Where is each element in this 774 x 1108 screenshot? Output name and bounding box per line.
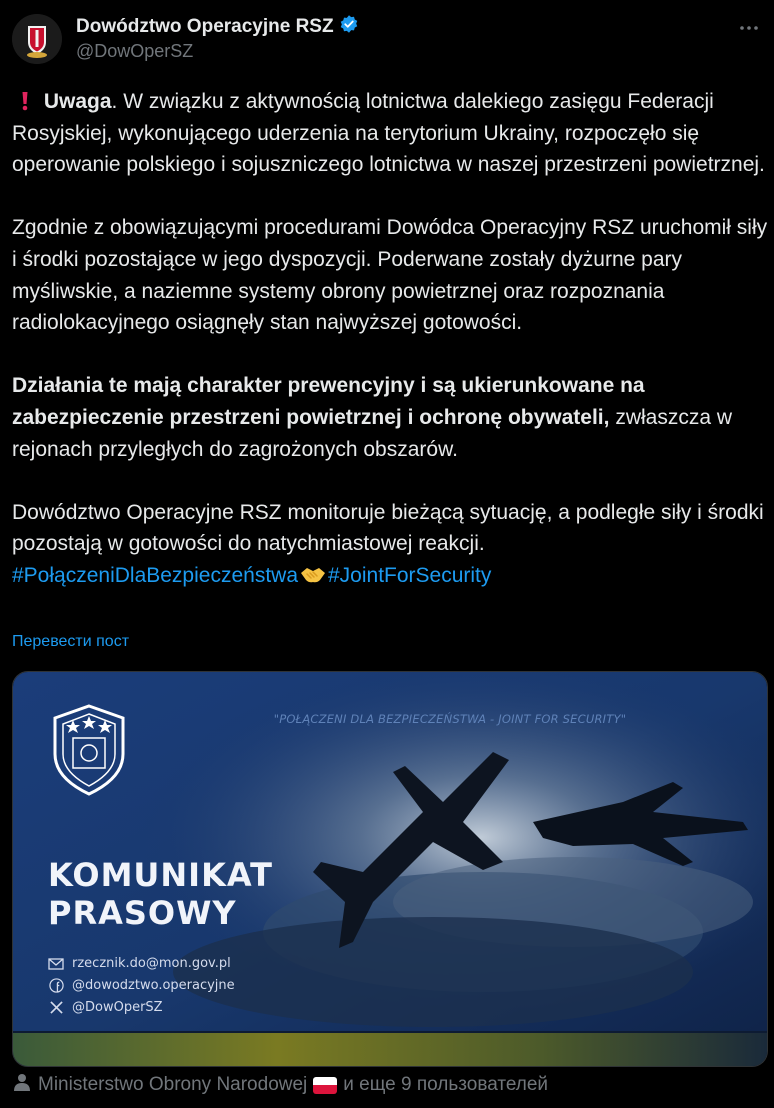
x-logo-icon bbox=[48, 1001, 64, 1015]
media-facebook-text: @dowodztwo.operacyjne bbox=[72, 978, 235, 993]
display-name[interactable]: Dowództwo Operacyjne RSZ bbox=[76, 15, 334, 37]
alert-exclamation-icon bbox=[12, 90, 44, 113]
avatar[interactable] bbox=[12, 14, 62, 64]
tagged-users[interactable] bbox=[12, 1072, 548, 1098]
account-handle[interactable]: @DowOperSZ bbox=[76, 41, 194, 61]
hashtag-link-jointforsecurity[interactable]: #JointForSecurity bbox=[328, 563, 492, 587]
hashtag-link-polaczeni[interactable]: #PołączeniDlaBezpieczeństwa bbox=[12, 563, 298, 587]
person-icon bbox=[12, 1072, 32, 1098]
media-title-line1: KOMUNIKAT bbox=[48, 856, 273, 894]
paragraph-2: Zgodnie z obowiązującymi procedurami Dowódca Operacyjny RSZ uruchomił siły i środki pozostające w jego dyspozycji. Poderwane zostały dyżurne pary myśliwskie, a naziemne systemy obrony powietrznej oraz rozpoznania radiolokacyjnego osiągnęły stan najwyższej gotowości. bbox=[12, 216, 768, 335]
paragraph-3-text: zwłaszcza w rejonach przyległych do zagrożonych obszarów. bbox=[12, 405, 733, 461]
tagged-user-name: Ministerstwo Obrony Narodowej bbox=[38, 1074, 308, 1095]
paragraph-3-bold: Działania te mają charakter prewencyjny i są ukierunkowane na zabezpieczenie przestrzeni powietrznej i ochronę obywateli, bbox=[12, 374, 645, 429]
paragraph-1-text: . W związku z aktywnością lotnictwa dalekiego zasięgu Federacji Rosyjskiej, wykonującego uderzenia na terytorium Ukrainy, rozpoczęło się operowanie polskiego i sojuszniczego lotnictwa w naszej przestrzeni powietrznej. bbox=[12, 90, 765, 177]
media-email-text: rzecznik.do@mon.gov.pl bbox=[72, 956, 231, 971]
mail-icon bbox=[48, 957, 64, 971]
media-x-text: @DowOperSZ bbox=[72, 1000, 163, 1015]
media-contact-email bbox=[48, 956, 231, 971]
media-contact-facebook bbox=[48, 978, 235, 993]
press-release-image[interactable] bbox=[12, 671, 768, 1067]
alert-lead-text: Uwaga bbox=[43, 90, 112, 113]
verified-badge-icon bbox=[339, 14, 359, 39]
translate-post-link[interactable]: Перевести пост bbox=[12, 633, 130, 650]
media-contact-x bbox=[48, 1000, 163, 1015]
facebook-icon bbox=[48, 979, 64, 993]
tweet-text bbox=[12, 86, 768, 595]
media-title-line2: PRASOWY bbox=[48, 894, 237, 932]
media-tagline: "POŁĄCZENI DLA BEZPIECZEŃSTWA - JOINT FOR SECURITY" bbox=[273, 712, 627, 726]
handshake-icon bbox=[300, 563, 326, 595]
more-horizontal-icon[interactable] bbox=[736, 18, 762, 38]
paragraph-4-text: Dowództwo Operacyjne RSZ monitoruje bieżącą sytuację, a podległe siły i środki pozostają w gotowości do natychmiastowej reakcji. bbox=[12, 500, 764, 556]
tagged-others-count: и еще 9 пользователей bbox=[343, 1074, 549, 1095]
poland-flag-icon bbox=[313, 1077, 337, 1094]
tweet-header bbox=[12, 12, 762, 64]
